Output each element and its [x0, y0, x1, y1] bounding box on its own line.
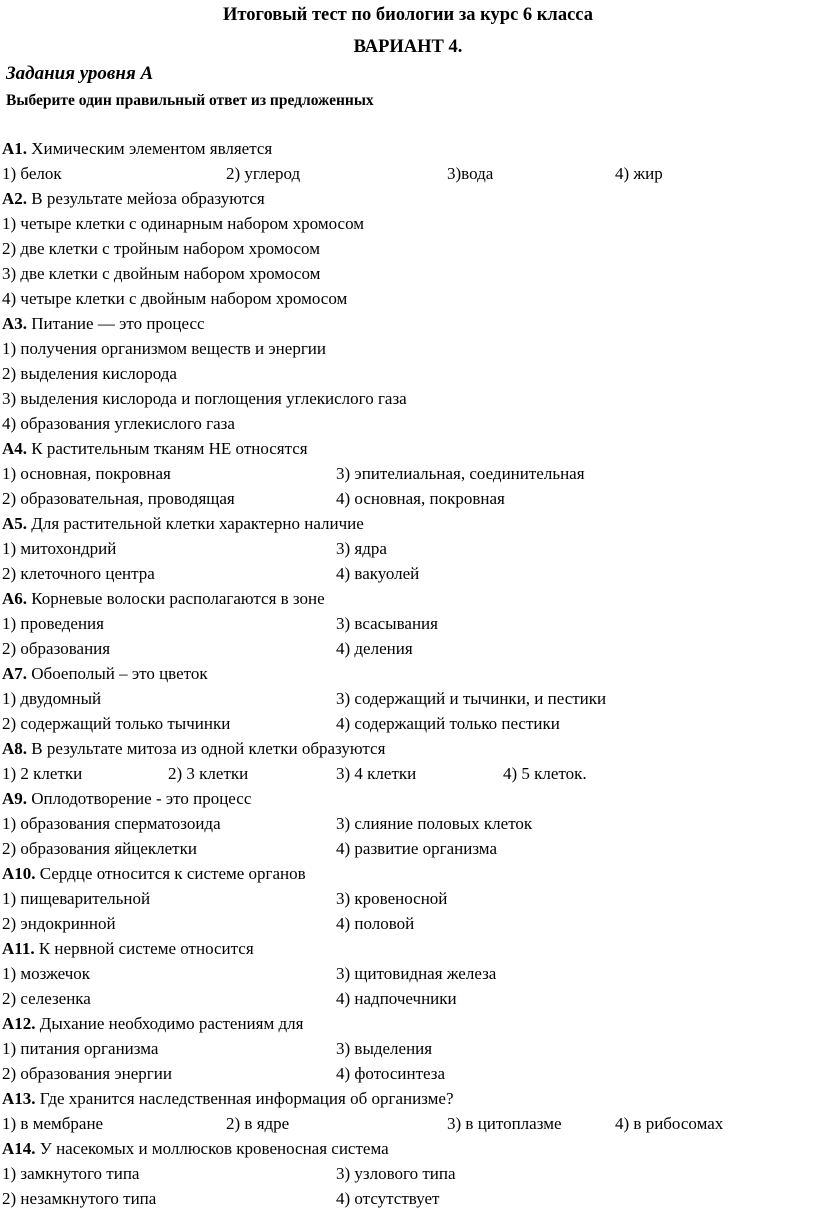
- question-number: А10.: [2, 864, 36, 883]
- answer-option: 4) вакуолей: [336, 564, 420, 583]
- answer-option: 2) в ядре: [226, 1114, 290, 1133]
- answer-option: 3) слияние половых клеток: [336, 814, 533, 833]
- answer-option: 4) 5 клеток.: [503, 764, 587, 783]
- section-heading: Задания уровня А: [6, 63, 154, 84]
- answer-option: 1) пищеварительной: [2, 889, 151, 908]
- answer-option: 4) образования углекислого газа: [2, 414, 235, 433]
- answer-option: 4) развитие организма: [336, 839, 497, 858]
- question-text: Питание — это процесс: [27, 314, 205, 333]
- question-number: А6.: [2, 589, 28, 608]
- question-text: Для растительной клетки характерно наличие: [27, 514, 364, 533]
- question-number: А8.: [2, 739, 28, 758]
- answer-option: 3) ядра: [336, 539, 387, 558]
- answer-option: 4) фотосинтеза: [336, 1064, 446, 1083]
- question-text: Оплодотворение - это процесс: [27, 789, 252, 808]
- question-text: Химическим элементом является: [27, 139, 273, 158]
- answer-option: 4) деления: [336, 639, 413, 658]
- question-number: А3.: [2, 314, 28, 333]
- question-11: [2, 939, 254, 959]
- answer-option: 2) образования энергии: [2, 1064, 172, 1083]
- question-text: К растительным тканям НЕ относятся: [27, 439, 308, 458]
- answer-option: 2) образовательная, проводящая: [2, 489, 235, 508]
- question-number: А4.: [2, 439, 28, 458]
- answer-option: 4) четыре клетки с двойным набором хромосом: [2, 289, 348, 308]
- answer-option: 1) питания организма: [2, 1039, 159, 1058]
- answer-option: 1) в мембране: [2, 1114, 104, 1133]
- answer-option: 4) отсутствует: [336, 1189, 440, 1208]
- question-text: К нервной системе относится: [34, 939, 254, 958]
- variant-title: ВАРИАНТ 4.: [353, 37, 463, 57]
- question-12: [2, 1014, 303, 1034]
- answer-option: 2) две клетки с тройным набором хромосом: [2, 239, 320, 258]
- answer-option: 3)вода: [447, 164, 494, 183]
- answer-option: 1) основная, покровная: [2, 464, 171, 483]
- question-7: [2, 664, 208, 684]
- answer-option: 2) выделения кислорода: [2, 364, 177, 383]
- answer-option: 2) 3 клетки: [168, 764, 249, 783]
- answer-option: 2) углерод: [226, 164, 301, 183]
- answer-option: 1) четыре клетки с одинарным набором хромосом: [2, 214, 365, 233]
- question-number: А12.: [2, 1014, 36, 1033]
- question-text: Корневые волоски располагаются в зоне: [27, 589, 325, 608]
- question-2: [2, 189, 265, 209]
- question-text: Дыхание необходимо растениям для: [35, 1014, 304, 1033]
- answer-option: 3) 4 клетки: [336, 764, 417, 783]
- question-14: [2, 1139, 389, 1159]
- question-text: Где хранится наследственная информация об организме?: [35, 1089, 454, 1108]
- question-number: А2.: [2, 189, 28, 208]
- answer-option: 2) незамкнутого типа: [2, 1189, 157, 1208]
- answer-option: 4) жир: [615, 164, 663, 183]
- answer-option: 1) мозжечок: [2, 964, 91, 983]
- question-number: А1.: [2, 139, 28, 158]
- answer-option: 3) кровеносной: [336, 889, 448, 908]
- answer-option: 2) клеточного центра: [2, 564, 155, 583]
- answer-option: 3) содержащий и тычинки, и пестики: [336, 689, 607, 708]
- answer-option: 1) 2 клетки: [2, 764, 83, 783]
- question-1: [2, 139, 272, 159]
- answer-option: 1) получения организмом веществ и энергии: [2, 339, 326, 358]
- answer-option: 3) выделения кислорода и поглощения углекислого газа: [2, 389, 407, 408]
- question-9: [2, 789, 251, 809]
- answer-option: 3) узлового типа: [336, 1164, 456, 1183]
- answer-option: 1) митохондрий: [2, 539, 117, 558]
- answer-option: 3) выделения: [336, 1039, 433, 1058]
- question-text: В результате мейоза образуются: [27, 189, 265, 208]
- answer-option: 3) всасывания: [336, 614, 438, 633]
- question-text: В результате митоза из одной клетки образуются: [27, 739, 386, 758]
- answer-option: 1) двудомный: [2, 689, 102, 708]
- question-3: [2, 314, 205, 334]
- answer-option: 3) эпителиальная, соединительная: [336, 464, 585, 483]
- question-6: [2, 589, 325, 609]
- answer-option: 3) две клетки с двойным набором хромосом: [2, 264, 321, 283]
- question-5: [2, 514, 364, 534]
- instruction-text: Выберите один правильный ответ из предложенных: [6, 92, 374, 109]
- question-number: А9.: [2, 789, 28, 808]
- question-text: Обоеполый – это цветок: [27, 664, 208, 683]
- answer-option: 4) содержащий только пестики: [336, 714, 560, 733]
- answer-option: 4) половой: [336, 914, 415, 933]
- answer-option: 3) в цитоплазме: [447, 1114, 562, 1133]
- answer-option: 2) эндокринной: [2, 914, 116, 933]
- answer-option: 1) проведения: [2, 614, 104, 633]
- question-13: [2, 1089, 454, 1109]
- question-8: [2, 739, 385, 759]
- question-number: А7.: [2, 664, 28, 683]
- question-number: А13.: [2, 1089, 36, 1108]
- answer-option: 2) образования: [2, 639, 111, 658]
- answer-option: 3) щитовидная железа: [336, 964, 497, 983]
- answer-option: 4) в рибосомах: [615, 1114, 724, 1133]
- answer-option: 2) образования яйцеклетки: [2, 839, 197, 858]
- question-number: А14.: [2, 1139, 36, 1158]
- answer-option: 4) надпочечники: [336, 989, 457, 1008]
- question-number: А11.: [2, 939, 35, 958]
- answer-option: 1) белок: [2, 164, 62, 183]
- answer-option: 2) содержащий только тычинки: [2, 714, 231, 733]
- question-4: [2, 439, 308, 459]
- answer-option: 1) замкнутого типа: [2, 1164, 140, 1183]
- answer-option: 2) селезенка: [2, 989, 91, 1008]
- question-text: У насекомых и моллюсков кровеносная система: [35, 1139, 389, 1158]
- page-title: Итоговый тест по биологии за курс 6 класса: [223, 5, 593, 25]
- question-10: [2, 864, 306, 884]
- answer-option: 1) образования сперматозоида: [2, 814, 221, 833]
- question-number: А5.: [2, 514, 28, 533]
- answer-option: 4) основная, покровная: [336, 489, 505, 508]
- question-text: Сердце относится к системе органов: [35, 864, 306, 883]
